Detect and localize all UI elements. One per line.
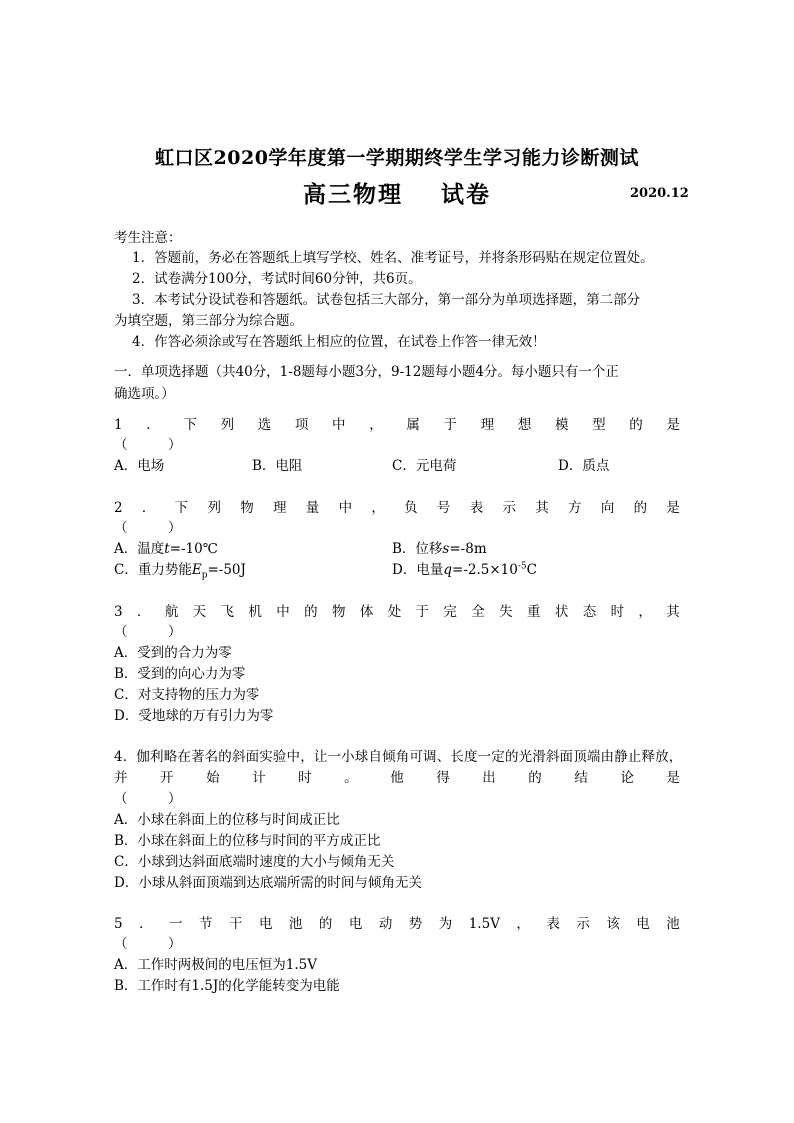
stem-char: 机 [248, 604, 262, 620]
option-c: C．对支持物的压力为零 [114, 687, 260, 703]
section-heading-cont: 确选项。） [114, 386, 175, 402]
stem-char: 干 [228, 916, 243, 932]
stem-char: 中 [276, 604, 290, 620]
option-d [392, 561, 537, 579]
option-value: =-2.5×10 [451, 562, 518, 578]
stem-char: 1 [114, 417, 123, 433]
option-value: =-10℃ [169, 541, 218, 557]
stem-char: 为 [438, 916, 453, 932]
option-c: C．元电荷 [392, 458, 457, 474]
stem-char: 态 [582, 604, 597, 620]
stem-char: 3 [114, 604, 123, 620]
stem-char: 处 [387, 604, 402, 620]
options-row-q2-ab [114, 540, 680, 558]
stem-char: 重 [526, 604, 541, 620]
option-a: A．受到的合力为零 [114, 645, 232, 661]
notice-heading: 考生注意： [114, 230, 182, 246]
stem-char: 是 [666, 417, 680, 433]
option-a [114, 540, 392, 558]
stem-char: ． [146, 417, 160, 433]
stem-char: 于 [415, 604, 430, 620]
options-row-q1 [114, 457, 680, 475]
stem-char: 型 [592, 417, 606, 433]
stem-char: 物 [331, 604, 346, 620]
stem-char: 下 [174, 500, 189, 516]
stem-char: 出 [482, 770, 496, 786]
stem-char: 的 [528, 770, 542, 786]
option-d: D．质点 [558, 458, 610, 474]
stem-char: 结 [574, 770, 588, 786]
stem-char: 电 [258, 916, 273, 932]
stem-char: 完 [443, 604, 457, 620]
stem-char: 时 [610, 604, 625, 620]
exam-title: 虹口区2020学年度第一学期期终学生学习能力诊断测试 [155, 147, 639, 169]
stem-char: ， [369, 417, 383, 433]
stem-char: 时 [298, 770, 312, 786]
stem-char: 动 [378, 916, 393, 932]
option-b: B．受到的向心力为零 [114, 666, 246, 682]
stem-char: 航 [164, 604, 179, 620]
option-a: A．电场 [114, 458, 165, 474]
option-b: B．电阻 [252, 458, 303, 474]
stem-char: 向 [600, 500, 615, 516]
stem-char: 是 [666, 500, 680, 516]
question-stem-q4: 4．伽利略在著名的斜面实验中，让一小球自倾角可调、长度一定的光滑斜面顶端由静止释放， [114, 749, 683, 765]
stem-char: 负 [404, 500, 418, 516]
stem-char: 的 [633, 500, 648, 516]
option-label: D．电量 [392, 562, 444, 578]
notice-item: 3．本考试分设试卷和答题纸。试卷包括三大部分，第一部分为单项选择题，第二部分 [132, 292, 641, 308]
stem-char: 始 [206, 770, 220, 786]
stem-char: 其 [666, 604, 680, 620]
option-c [114, 561, 392, 579]
notice-item: 2．试卷满分100分，考试时间60分钟，共6页。 [132, 271, 422, 287]
stem-char: 属 [406, 417, 420, 433]
stem-char: 开 [160, 770, 174, 786]
stem-char: 的 [629, 417, 643, 433]
notice-item: 为填空题，第三部分为综合题。 [114, 313, 303, 329]
stem-char: ． [139, 916, 153, 932]
stem-char: 理 [480, 417, 495, 433]
stem-char: 的 [318, 916, 333, 932]
stem-char: 计 [252, 770, 266, 786]
stem-char: 表 [546, 916, 560, 932]
stem-char: 中 [332, 417, 346, 433]
stem-char: 电 [348, 916, 363, 932]
option-variable: s [442, 541, 450, 557]
stem-char: ． [136, 604, 151, 620]
option-b: B．工作时有1.5J的化学能转变为电能 [114, 978, 340, 994]
stem-char: 节 [199, 916, 213, 932]
stem-char: 量 [305, 500, 320, 516]
stem-char: 示 [576, 916, 590, 932]
question-stem-q1 [114, 416, 680, 434]
answer-blank: （ ） [114, 520, 182, 536]
stem-char: 是 [666, 770, 680, 786]
stem-char: 5 [114, 916, 123, 932]
stem-char: 失 [499, 604, 513, 620]
option-b: B．小球在斜面上的位移与时间的平方成正比 [114, 833, 381, 849]
subject-name: 高三物理 [303, 181, 403, 208]
stem-char: 理 [273, 500, 287, 516]
paper-label: 试卷 [441, 181, 491, 208]
option-unit: C [526, 562, 537, 578]
option-d: D．受地球的万有引力为零 [114, 708, 274, 724]
option-c: C．小球到达斜面底端时速度的大小与倾角无关 [114, 854, 395, 870]
stem-char: ， [638, 604, 652, 620]
option-variable: q [443, 562, 452, 578]
stem-char: 项 [294, 417, 309, 433]
stem-char: 其 [535, 500, 549, 516]
stem-char: 池 [666, 916, 680, 932]
stem-char: 。 [344, 770, 358, 786]
exam-date: 2020.12 [630, 186, 689, 201]
option-label: C．重力势能 [114, 562, 192, 578]
stem-char: 该 [606, 916, 620, 932]
stem-char: 模 [554, 417, 569, 433]
answer-blank: （ ） [114, 936, 182, 952]
stem-char: 得 [436, 770, 450, 786]
option-label: B．位移 [392, 541, 443, 557]
option-d: D．小球从斜面顶端到达底端所需的时间与倾角无关 [114, 875, 422, 891]
stem-char: 物 [240, 500, 254, 516]
stem-char: 选 [257, 417, 272, 433]
answer-blank: （ ） [114, 791, 182, 807]
stem-char: ， [516, 916, 530, 932]
stem-char: 的 [304, 604, 318, 620]
stem-char: 池 [288, 916, 303, 932]
stem-char: ． [141, 500, 156, 516]
stem-char: 列 [207, 500, 221, 516]
stem-char: 想 [517, 417, 532, 433]
answer-blank: （ ） [114, 624, 182, 640]
stem-char: 于 [443, 417, 457, 433]
option-value: =-50J [207, 562, 246, 578]
option-label: A．温度 [114, 541, 165, 557]
stem-char: 天 [192, 604, 207, 620]
option-variable: E [191, 562, 202, 578]
stem-char: 势 [408, 916, 423, 932]
stem-char: 列 [220, 417, 235, 433]
option-subscript: p [201, 570, 208, 581]
stem-char: 体 [359, 604, 374, 620]
stem-char: 一 [169, 916, 183, 932]
question-stem-q3 [114, 603, 680, 621]
stem-char: 方 [568, 500, 582, 516]
option-a: A．小球在斜面上的位移与时间成正比 [114, 812, 340, 828]
stem-char: 论 [620, 770, 634, 786]
stem-char: 示 [502, 500, 516, 516]
option-a: A．工作时两极间的电压恒为1.5V [114, 957, 317, 973]
question-stem-q5 [114, 915, 680, 933]
stem-char: 下 [183, 417, 197, 433]
stem-char: 1.5V [468, 916, 500, 932]
option-variable: t [164, 541, 170, 557]
question-stem-q2 [114, 499, 680, 517]
section-heading: 一．单项选择题（共40分，1-8题每小题3分，9-12题每小题4分。每小题只有一个正 [114, 364, 619, 380]
stem-char: 飞 [220, 604, 235, 620]
stem-char: 2 [114, 500, 123, 516]
options-row-q2-cd [114, 561, 680, 579]
question-stem-q4-cont [114, 769, 680, 787]
stem-char: 全 [471, 604, 485, 620]
stem-char: 并 [114, 770, 128, 786]
stem-char: ， [371, 500, 385, 516]
notice-item: 1．答题前，务必在答题纸上填写学校、姓名、准考证号，并将条形码贴在规定位置处。 [132, 250, 654, 266]
option-value: =-8m [449, 541, 487, 557]
stem-char: 中 [338, 500, 353, 516]
option-b [392, 540, 487, 558]
stem-char: 表 [469, 500, 484, 516]
answer-blank: （ ） [114, 437, 182, 453]
stem-char: 电 [636, 916, 650, 932]
option-superscript: -5 [517, 561, 527, 572]
stem-char: 状 [554, 604, 569, 620]
stem-char: 他 [390, 770, 404, 786]
notice-item: 4．作答必须涂或写在答题纸上相应的位置，在试卷上作答一律无效！ [132, 334, 546, 350]
stem-char: 号 [436, 500, 451, 516]
